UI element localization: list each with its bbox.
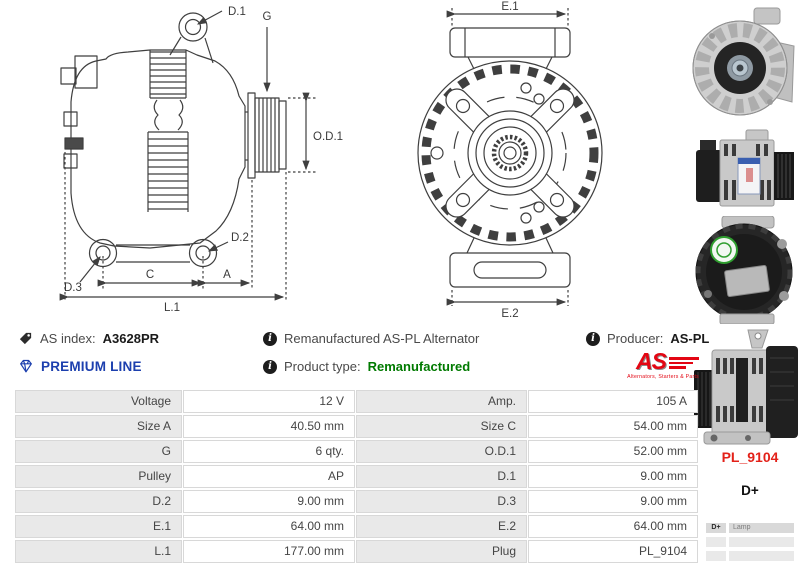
spec-value: 9.00 mm — [528, 490, 698, 513]
side-view-drawing — [0, 0, 362, 322]
spec-label: D.2 — [15, 490, 182, 513]
spec-value: 52.00 mm — [528, 440, 698, 463]
premium-line — [18, 359, 142, 374]
spec-value: 6 qty. — [183, 440, 355, 463]
info-icon: i — [586, 332, 600, 346]
table-row — [15, 490, 698, 513]
product-photo-side-label — [694, 128, 800, 218]
premium-line-label: PREMIUM LINE — [41, 359, 142, 374]
dim-label-d2: D.2 — [231, 232, 249, 244]
dim-label-g: G — [262, 11, 272, 23]
product-type — [263, 359, 470, 374]
spec-label: D.3 — [356, 490, 527, 513]
dim-label-od1: O.D.1 — [313, 131, 344, 143]
producer-label: Producer: — [607, 331, 664, 346]
producer — [586, 331, 709, 346]
table-row — [15, 415, 698, 438]
logo-stripes — [669, 357, 699, 372]
as-pl-logo — [615, 348, 699, 380]
legend-function-cell: Lamp — [729, 523, 794, 533]
table-row — [15, 440, 698, 463]
product-description — [263, 331, 479, 346]
spec-label: D.1 — [356, 465, 527, 488]
dim-label-c: C — [145, 269, 155, 281]
spec-label: Amp. — [356, 390, 527, 413]
table-row — [15, 465, 698, 488]
logo-tagline: Alternators, Starters & Parts — [627, 374, 699, 380]
spec-value: 9.00 mm — [528, 465, 698, 488]
spec-value: 64.00 mm — [528, 515, 698, 538]
as-index — [18, 331, 159, 346]
info-icon: i — [263, 332, 277, 346]
dim-label-l1: L.1 — [164, 302, 180, 314]
dim-label-e2: E.2 — [501, 308, 519, 320]
spec-value: 177.00 mm — [183, 540, 355, 563]
legend-empty-row — [706, 537, 794, 547]
spec-value: 12 V — [183, 390, 355, 413]
spec-value: 40.50 mm — [183, 415, 355, 438]
spec-value: 64.00 mm — [183, 515, 355, 538]
as-index-value: A3628PR — [102, 331, 160, 346]
plug-terminal: D+ — [741, 483, 759, 498]
legend-terminal-cell: D+ — [706, 523, 726, 533]
dim-label-d1: D.1 — [228, 6, 246, 18]
producer-value: AS-PL — [670, 331, 710, 346]
spec-value: 9.00 mm — [183, 490, 355, 513]
spec-label: L.1 — [15, 540, 182, 563]
spec-table — [15, 390, 698, 565]
as-index-label: AS index: — [40, 331, 96, 346]
spec-value: PL_9104 — [528, 540, 698, 563]
dim-label-a: A — [223, 269, 231, 281]
spec-label: Plug — [356, 540, 527, 563]
spec-value: 105 A — [528, 390, 698, 413]
plug-code: PL_9104 — [721, 449, 779, 465]
product-photo-rear — [694, 216, 800, 324]
legend-header-row — [706, 523, 794, 533]
spec-label: G — [15, 440, 182, 463]
dim-label-e1: E.1 — [501, 1, 519, 13]
description-text: Remanufactured AS-PL Alternator — [284, 331, 480, 346]
table-row — [15, 390, 698, 413]
spec-label: O.D.1 — [356, 440, 527, 463]
table-row — [15, 515, 698, 538]
spec-label: Pulley — [15, 465, 182, 488]
spec-label: E.2 — [356, 515, 527, 538]
diamond-icon — [18, 359, 34, 374]
legend-empty-row — [706, 551, 794, 561]
plug-legend-table — [706, 523, 794, 565]
spec-label: Voltage — [15, 390, 182, 413]
spec-label: Size A — [15, 415, 182, 438]
product-type-label: Product type: — [284, 359, 361, 374]
logo-text: AS — [636, 348, 666, 374]
info-icon: i — [263, 360, 277, 374]
product-photo-front — [692, 6, 798, 126]
tag-icon — [18, 331, 33, 346]
spec-value: 54.00 mm — [528, 415, 698, 438]
table-row — [15, 540, 698, 563]
dim-label-d3: D.3 — [64, 282, 82, 294]
product-type-value: Remanufactured — [367, 359, 471, 374]
front-view-drawing — [390, 0, 672, 322]
spec-value: AP — [183, 465, 355, 488]
spec-label: Size C — [356, 415, 527, 438]
spec-label: E.1 — [15, 515, 182, 538]
